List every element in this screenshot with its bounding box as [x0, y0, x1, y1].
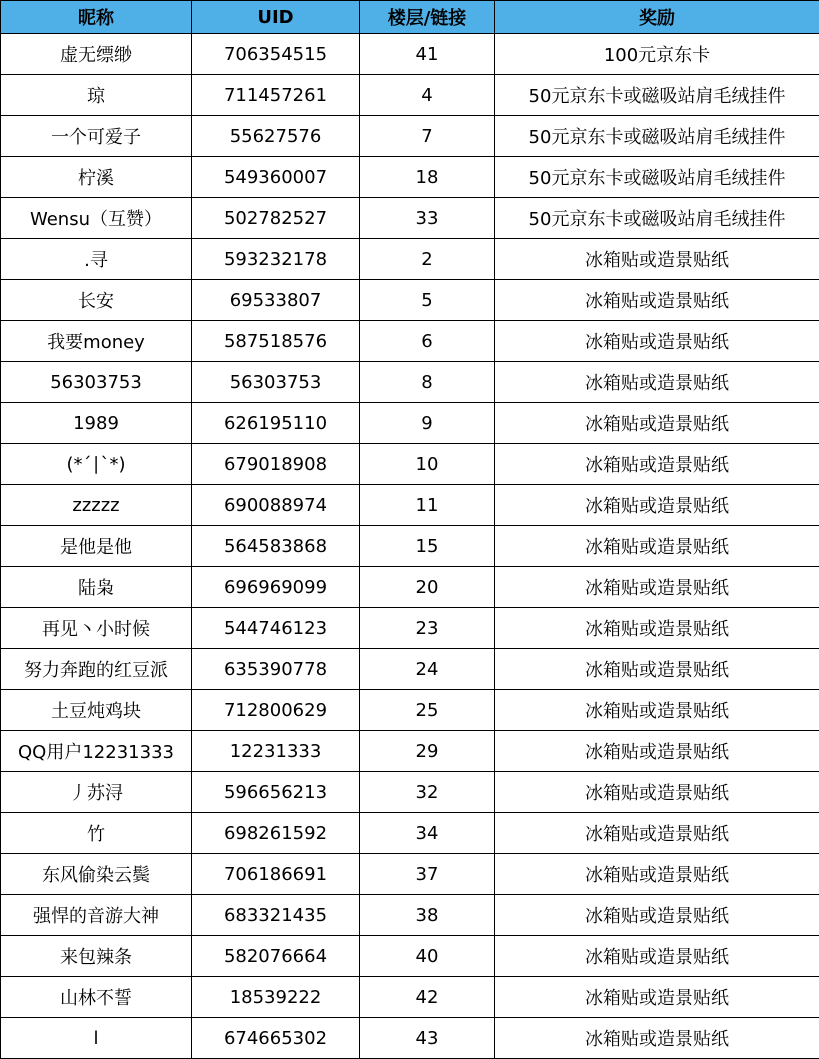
table-row: [1, 198, 819, 239]
reward-cell: 冰箱贴或造景贴纸: [495, 772, 819, 813]
reward-cell: 冰箱贴或造景贴纸: [495, 526, 819, 567]
table-row: [1, 157, 819, 198]
reward-cell: 冰箱贴或造景贴纸: [495, 567, 819, 608]
header-uid: UID: [192, 1, 360, 34]
nickname-cell: 长安: [1, 280, 192, 321]
uid-cell: 626195110: [192, 403, 360, 444]
table-row: [1, 34, 819, 75]
nickname-cell: 是他是他: [1, 526, 192, 567]
nickname-cell: 来包辣条: [1, 936, 192, 977]
table-row: [1, 403, 819, 444]
table-row: [1, 526, 819, 567]
floor-cell: 23: [360, 608, 495, 649]
uid-cell: 587518576: [192, 321, 360, 362]
floor-cell: 15: [360, 526, 495, 567]
reward-cell: 冰箱贴或造景贴纸: [495, 239, 819, 280]
nickname-cell: 强悍的音游大神: [1, 895, 192, 936]
table-row: [1, 116, 819, 157]
uid-cell: 69533807: [192, 280, 360, 321]
floor-cell: 43: [360, 1018, 495, 1059]
floor-cell: 37: [360, 854, 495, 895]
uid-cell: 55627576: [192, 116, 360, 157]
table-row: [1, 731, 819, 772]
floor-cell: 40: [360, 936, 495, 977]
nickname-cell: 柠溪: [1, 157, 192, 198]
floor-cell: 42: [360, 977, 495, 1018]
uid-cell: 56303753: [192, 362, 360, 403]
uid-cell: 564583868: [192, 526, 360, 567]
table-row: [1, 813, 819, 854]
nickname-cell: 努力奔跑的红豆派: [1, 649, 192, 690]
reward-cell: 冰箱贴或造景贴纸: [495, 321, 819, 362]
uid-cell: 690088974: [192, 485, 360, 526]
table-row: [1, 690, 819, 731]
table-row: [1, 321, 819, 362]
uid-cell: 596656213: [192, 772, 360, 813]
table-row: [1, 895, 819, 936]
nickname-cell: l: [1, 1018, 192, 1059]
uid-cell: 698261592: [192, 813, 360, 854]
floor-cell: 9: [360, 403, 495, 444]
uid-cell: 635390778: [192, 649, 360, 690]
reward-cell: 50元京东卡或磁吸站肩毛绒挂件: [495, 157, 819, 198]
table-row: [1, 772, 819, 813]
header-nickname: 昵称: [1, 1, 192, 34]
nickname-cell: 陆枭: [1, 567, 192, 608]
reward-cell: 冰箱贴或造景贴纸: [495, 813, 819, 854]
uid-cell: 502782527: [192, 198, 360, 239]
nickname-cell: Wensu（互赞）: [1, 198, 192, 239]
nickname-cell: 竹: [1, 813, 192, 854]
table-row: [1, 567, 819, 608]
floor-cell: 20: [360, 567, 495, 608]
table-row: [1, 362, 819, 403]
uid-cell: 712800629: [192, 690, 360, 731]
table-row: [1, 649, 819, 690]
uid-cell: 18539222: [192, 977, 360, 1018]
nickname-cell: 丿苏浔: [1, 772, 192, 813]
table-row: [1, 485, 819, 526]
floor-cell: 25: [360, 690, 495, 731]
reward-cell: 冰箱贴或造景贴纸: [495, 690, 819, 731]
nickname-cell: (*´∣`*): [1, 444, 192, 485]
uid-cell: 12231333: [192, 731, 360, 772]
reward-cell: 冰箱贴或造景贴纸: [495, 444, 819, 485]
floor-cell: 4: [360, 75, 495, 116]
reward-cell: 冰箱贴或造景贴纸: [495, 362, 819, 403]
floor-cell: 8: [360, 362, 495, 403]
nickname-cell: 琼: [1, 75, 192, 116]
floor-cell: 11: [360, 485, 495, 526]
nickname-cell: 一个可爱子: [1, 116, 192, 157]
reward-cell: 冰箱贴或造景贴纸: [495, 854, 819, 895]
table-row: [1, 977, 819, 1018]
floor-cell: 10: [360, 444, 495, 485]
table-row: [1, 239, 819, 280]
nickname-cell: 虚无缥缈: [1, 34, 192, 75]
uid-cell: 683321435: [192, 895, 360, 936]
table-row: [1, 936, 819, 977]
table-row: [1, 280, 819, 321]
floor-cell: 5: [360, 280, 495, 321]
floor-cell: 6: [360, 321, 495, 362]
floor-cell: 24: [360, 649, 495, 690]
table-row: [1, 854, 819, 895]
uid-cell: 582076664: [192, 936, 360, 977]
header-reward: 奖励: [495, 1, 819, 34]
nickname-cell: 再见丶小时候: [1, 608, 192, 649]
uid-cell: 593232178: [192, 239, 360, 280]
table-row: [1, 1018, 819, 1059]
reward-cell: 冰箱贴或造景贴纸: [495, 280, 819, 321]
reward-cell: 冰箱贴或造景贴纸: [495, 649, 819, 690]
nickname-cell: 山林不誓: [1, 977, 192, 1018]
reward-cell: 冰箱贴或造景贴纸: [495, 895, 819, 936]
floor-cell: 7: [360, 116, 495, 157]
uid-cell: 679018908: [192, 444, 360, 485]
reward-cell: 50元京东卡或磁吸站肩毛绒挂件: [495, 198, 819, 239]
reward-cell: 冰箱贴或造景贴纸: [495, 608, 819, 649]
table-row: [1, 608, 819, 649]
reward-cell: 100元京东卡: [495, 34, 819, 75]
nickname-cell: QQ用户12231333: [1, 731, 192, 772]
table-row: [1, 444, 819, 485]
uid-cell: 549360007: [192, 157, 360, 198]
floor-cell: 34: [360, 813, 495, 854]
floor-cell: 41: [360, 34, 495, 75]
nickname-cell: 我要money: [1, 321, 192, 362]
reward-cell: 50元京东卡或磁吸站肩毛绒挂件: [495, 116, 819, 157]
header-floor-link: 楼层/链接: [360, 1, 495, 34]
nickname-cell: 56303753: [1, 362, 192, 403]
uid-cell: 696969099: [192, 567, 360, 608]
uid-cell: 711457261: [192, 75, 360, 116]
uid-cell: 706186691: [192, 854, 360, 895]
reward-cell: 冰箱贴或造景贴纸: [495, 936, 819, 977]
reward-cell: 冰箱贴或造景贴纸: [495, 485, 819, 526]
reward-cell: 冰箱贴或造景贴纸: [495, 977, 819, 1018]
nickname-cell: .寻: [1, 239, 192, 280]
nickname-cell: 土豆炖鸡块: [1, 690, 192, 731]
floor-cell: 2: [360, 239, 495, 280]
uid-cell: 544746123: [192, 608, 360, 649]
reward-cell: 冰箱贴或造景贴纸: [495, 1018, 819, 1059]
nickname-cell: 1989: [1, 403, 192, 444]
header-row: [1, 1, 819, 34]
table-body: [1, 34, 819, 1059]
floor-cell: 18: [360, 157, 495, 198]
uid-cell: 706354515: [192, 34, 360, 75]
nickname-cell: zzzzz: [1, 485, 192, 526]
nickname-cell: 东风偷染云鬓: [1, 854, 192, 895]
uid-cell: 674665302: [192, 1018, 360, 1059]
reward-cell: 冰箱贴或造景贴纸: [495, 731, 819, 772]
reward-cell: 冰箱贴或造景贴纸: [495, 403, 819, 444]
floor-cell: 33: [360, 198, 495, 239]
reward-cell: 50元京东卡或磁吸站肩毛绒挂件: [495, 75, 819, 116]
floor-cell: 32: [360, 772, 495, 813]
floor-cell: 38: [360, 895, 495, 936]
floor-cell: 29: [360, 731, 495, 772]
table-row: [1, 75, 819, 116]
